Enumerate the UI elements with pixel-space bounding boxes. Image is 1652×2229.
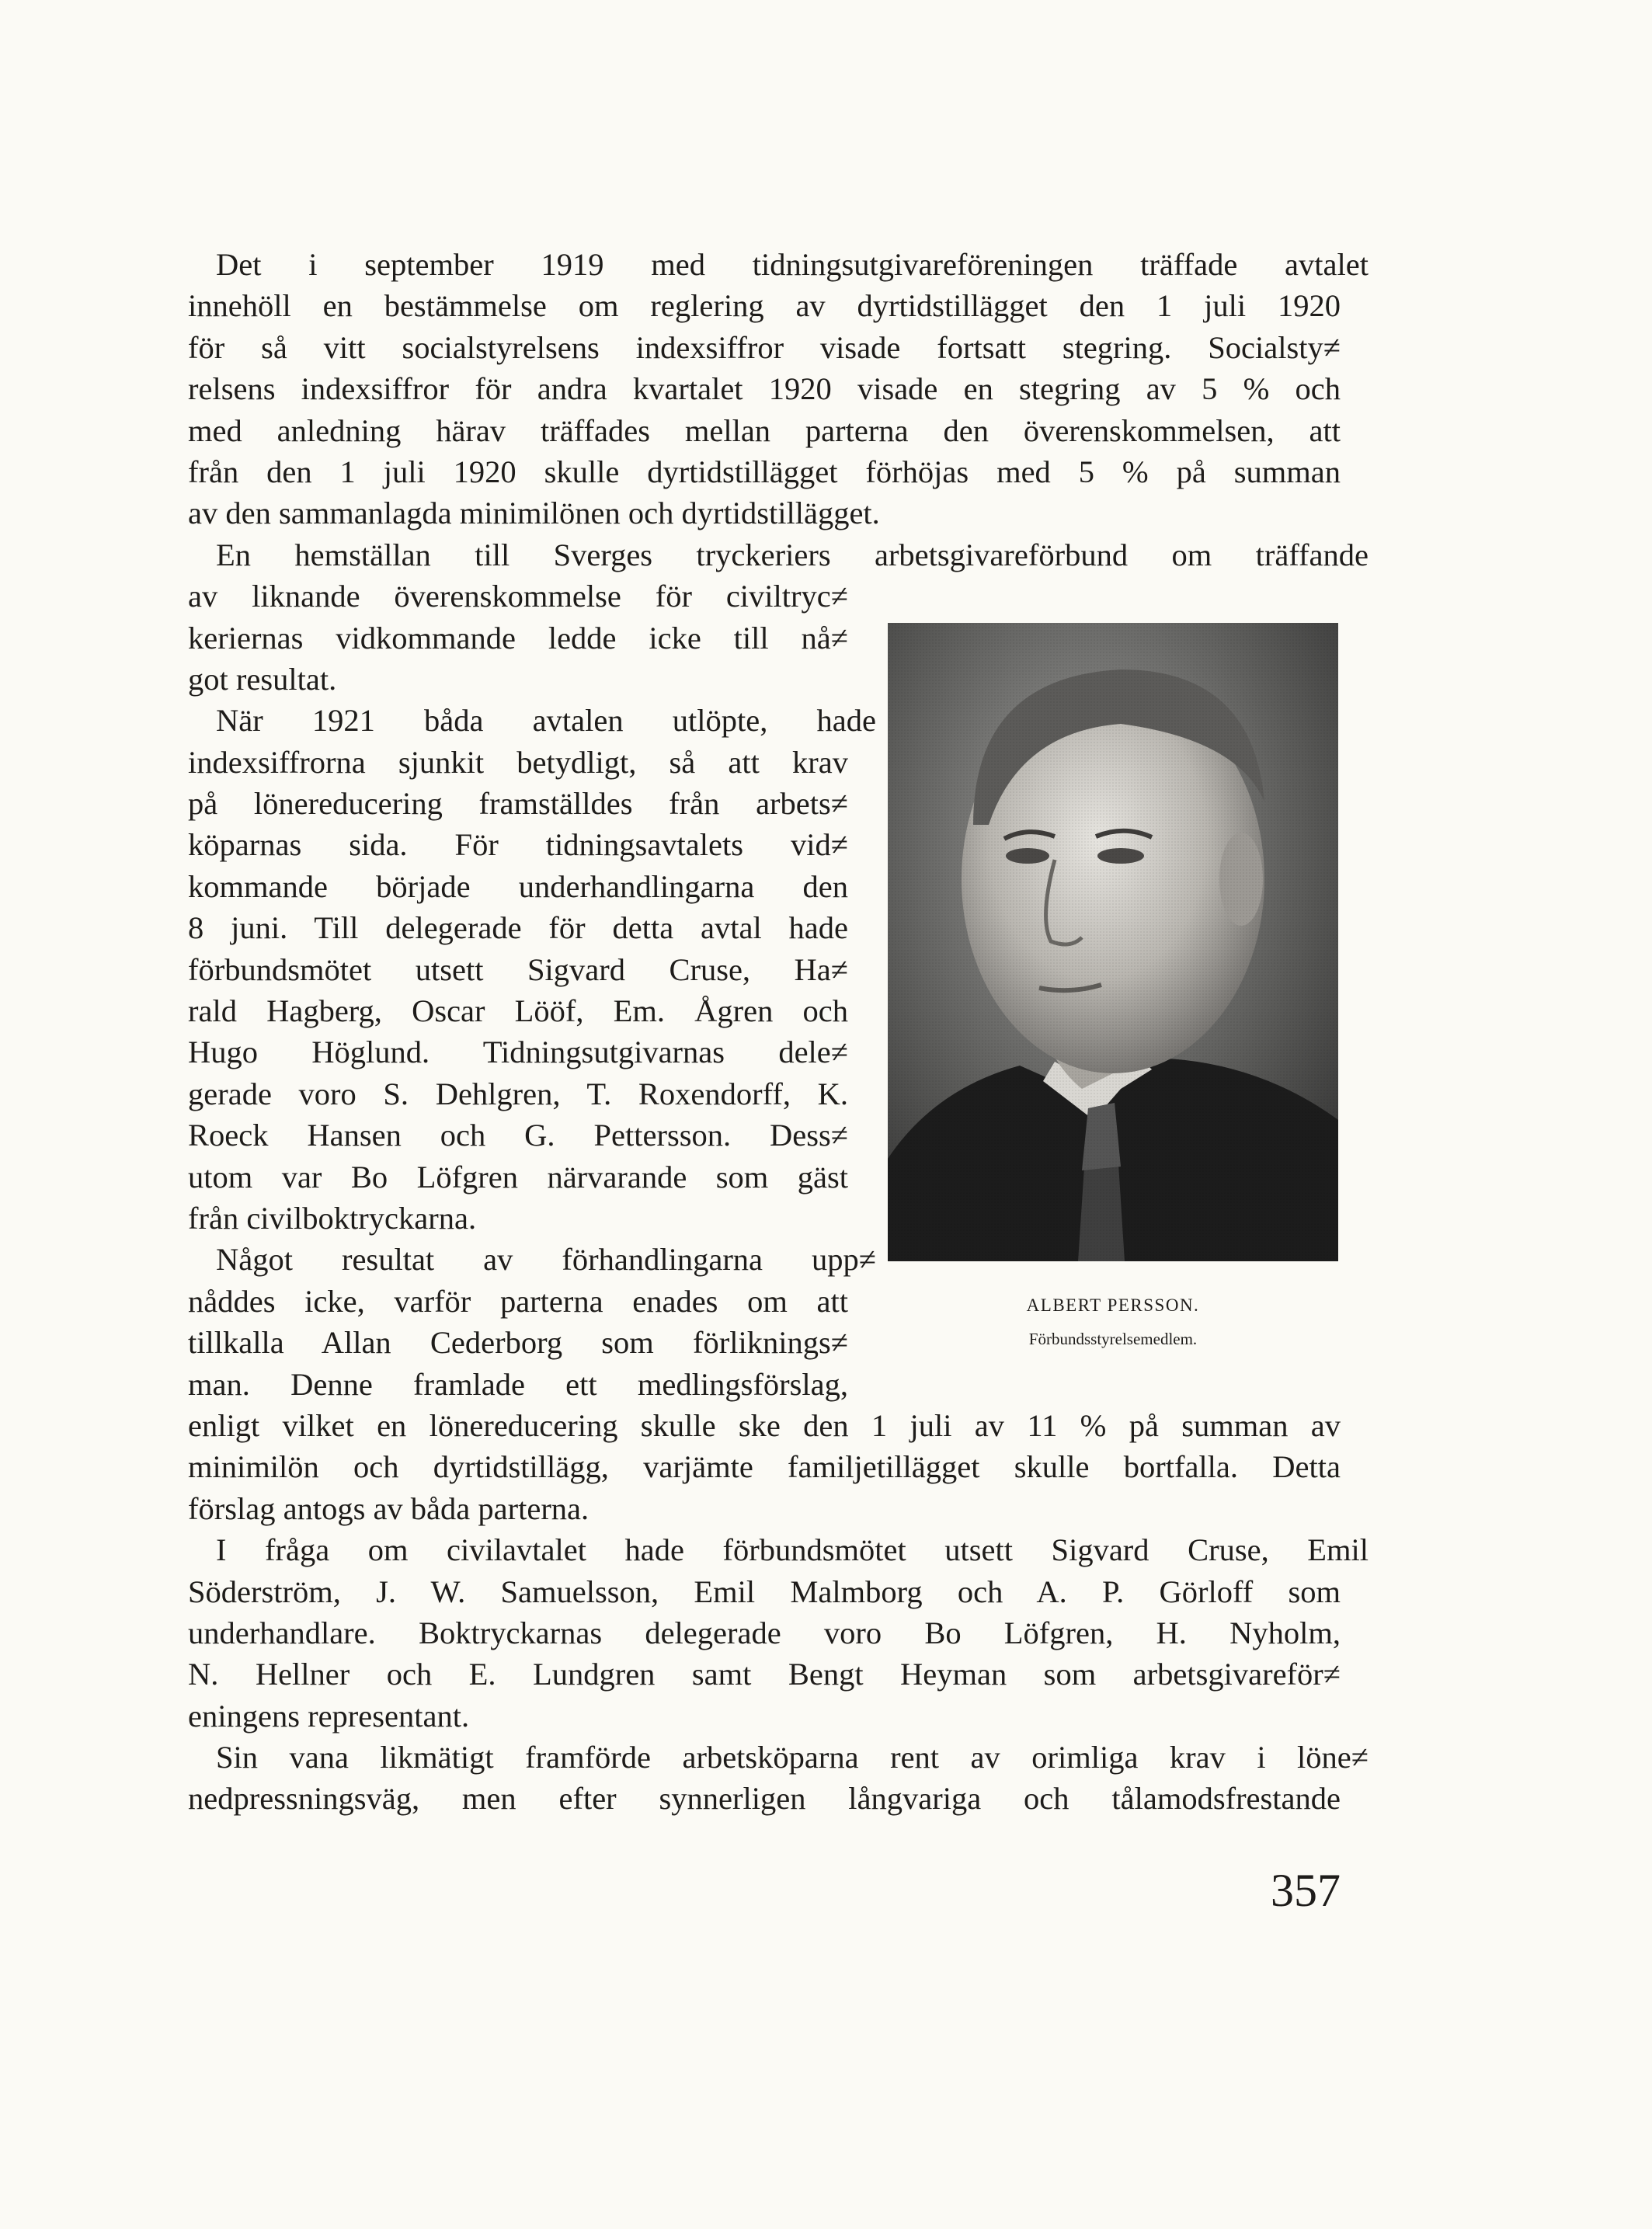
text-line: Söderström, J. W. Samuelsson, Emil Malmborg och A. P. Görloff som xyxy=(188,1574,1341,1609)
text-line: relsens indexsiffror för andra kvartalet 1920 visade en stegring av 5 % och xyxy=(188,371,1341,407)
text-line: av den sammanlagda minimilönen och dyrtidstillägget. xyxy=(188,496,880,531)
text-line: gerade voro S. Dehlgren, T. Roxendorff, K. xyxy=(188,1076,848,1111)
text-line: utom var Bo Löfgren närvarande som gäst xyxy=(188,1159,848,1194)
text-line: Det i september 1919 med tidningsutgivareföreningen träffade avtalet xyxy=(216,247,1369,282)
text-line: eningens representant. xyxy=(188,1698,470,1733)
text-line: köparnas sida. För tidningsavtalets vid≠ xyxy=(188,827,848,863)
text-line: från den 1 juli 1920 skulle dyrtidstillägget förhöjas med 5 % på summan xyxy=(188,454,1341,489)
text-line: Sin vana likmätigt framförde arbetsköparna rent av orimliga krav i löne≠ xyxy=(216,1740,1369,1775)
text-line: 8 juni. Till delegerade för detta avtal hade xyxy=(188,910,848,946)
text-line: på lönereducering framställdes från arbets≠ xyxy=(188,786,848,822)
page-number: 357 xyxy=(1271,1865,1341,1916)
text-line: förslag antogs av båda parterna. xyxy=(188,1490,590,1526)
text-line: nedpressningsväg, men efter synnerligen långvariga och tålamodsfrestande xyxy=(188,1781,1341,1817)
text-line: N. Hellner och E. Lundgren samt Bengt Heyman som arbetsgivareför≠ xyxy=(188,1657,1341,1692)
text-line: nåddes icke, varför parterna enades om att xyxy=(188,1283,848,1319)
text-line: minimilön och dyrtidstillägg, varjämte familjetillägget skulle bortfalla. Detta xyxy=(188,1449,1341,1485)
text-line: enligt vilket en lönereducering skulle ske den 1 juli av 11 % på summan av xyxy=(188,1407,1341,1443)
text-line: underhandlare. Boktryckarnas delegerade voro Bo Löfgren, H. Nyholm, xyxy=(188,1615,1341,1650)
text-line: Något resultat av förhandlingarna upp≠ xyxy=(216,1242,876,1278)
text-line: kommande började underhandlingarna den xyxy=(188,868,848,904)
text-line: En hemställan till Sverges tryckeriers arbetsgivareförbund om träffande xyxy=(216,537,1369,572)
text-line: med anledning härav träffades mellan parterna den överenskommelsen, att xyxy=(188,412,1341,448)
text-line: av liknande överenskommelse för civiltryc≠ xyxy=(188,579,848,614)
text-line: förbundsmötet utsett Sigvard Cruse, Ha≠ xyxy=(188,951,848,987)
text-line: för så vitt socialstyrelsens indexsiffror visade fortsatt stegring. Socialsty≠ xyxy=(188,329,1341,365)
text-line: tillkalla Allan Cederborg som förliknings≠ xyxy=(188,1325,848,1361)
photo-caption-role: Förbundsstyrelsemedlem. xyxy=(1028,1330,1198,1348)
photo-caption-name: ALBERT PERSSON. xyxy=(1026,1295,1200,1315)
text-line: keriernas vidkommande ledde icke till nå≠ xyxy=(188,620,848,655)
text-line: från civilboktryckarna. xyxy=(188,1200,477,1236)
text-line: rald Hagberg, Oscar Lööf, Em. Ågren och xyxy=(188,993,848,1029)
portrait-illustration xyxy=(888,623,1338,1261)
text-line: Hugo Höglund. Tidningsutgivarnas dele≠ xyxy=(188,1035,848,1070)
text-line: man. Denne framlade ett medlingsförslag, xyxy=(188,1366,848,1402)
portrait-photo xyxy=(888,623,1338,1261)
text-line: got resultat. xyxy=(188,661,337,697)
text-line: När 1921 båda avtalen utlöpte, hade xyxy=(216,703,876,739)
text-line: innehöll en bestämmelse om reglering av dyrtidstillägget den 1 juli 1920 xyxy=(188,288,1341,324)
text-line: Roeck Hansen och G. Pettersson. Dess≠ xyxy=(188,1118,848,1153)
text-line: indexsiffrorna sjunkit betydligt, så att krav xyxy=(188,744,848,780)
text-line: I fråga om civilavtalet hade förbundsmötet utsett Sigvard Cruse, Emil xyxy=(216,1532,1369,1568)
